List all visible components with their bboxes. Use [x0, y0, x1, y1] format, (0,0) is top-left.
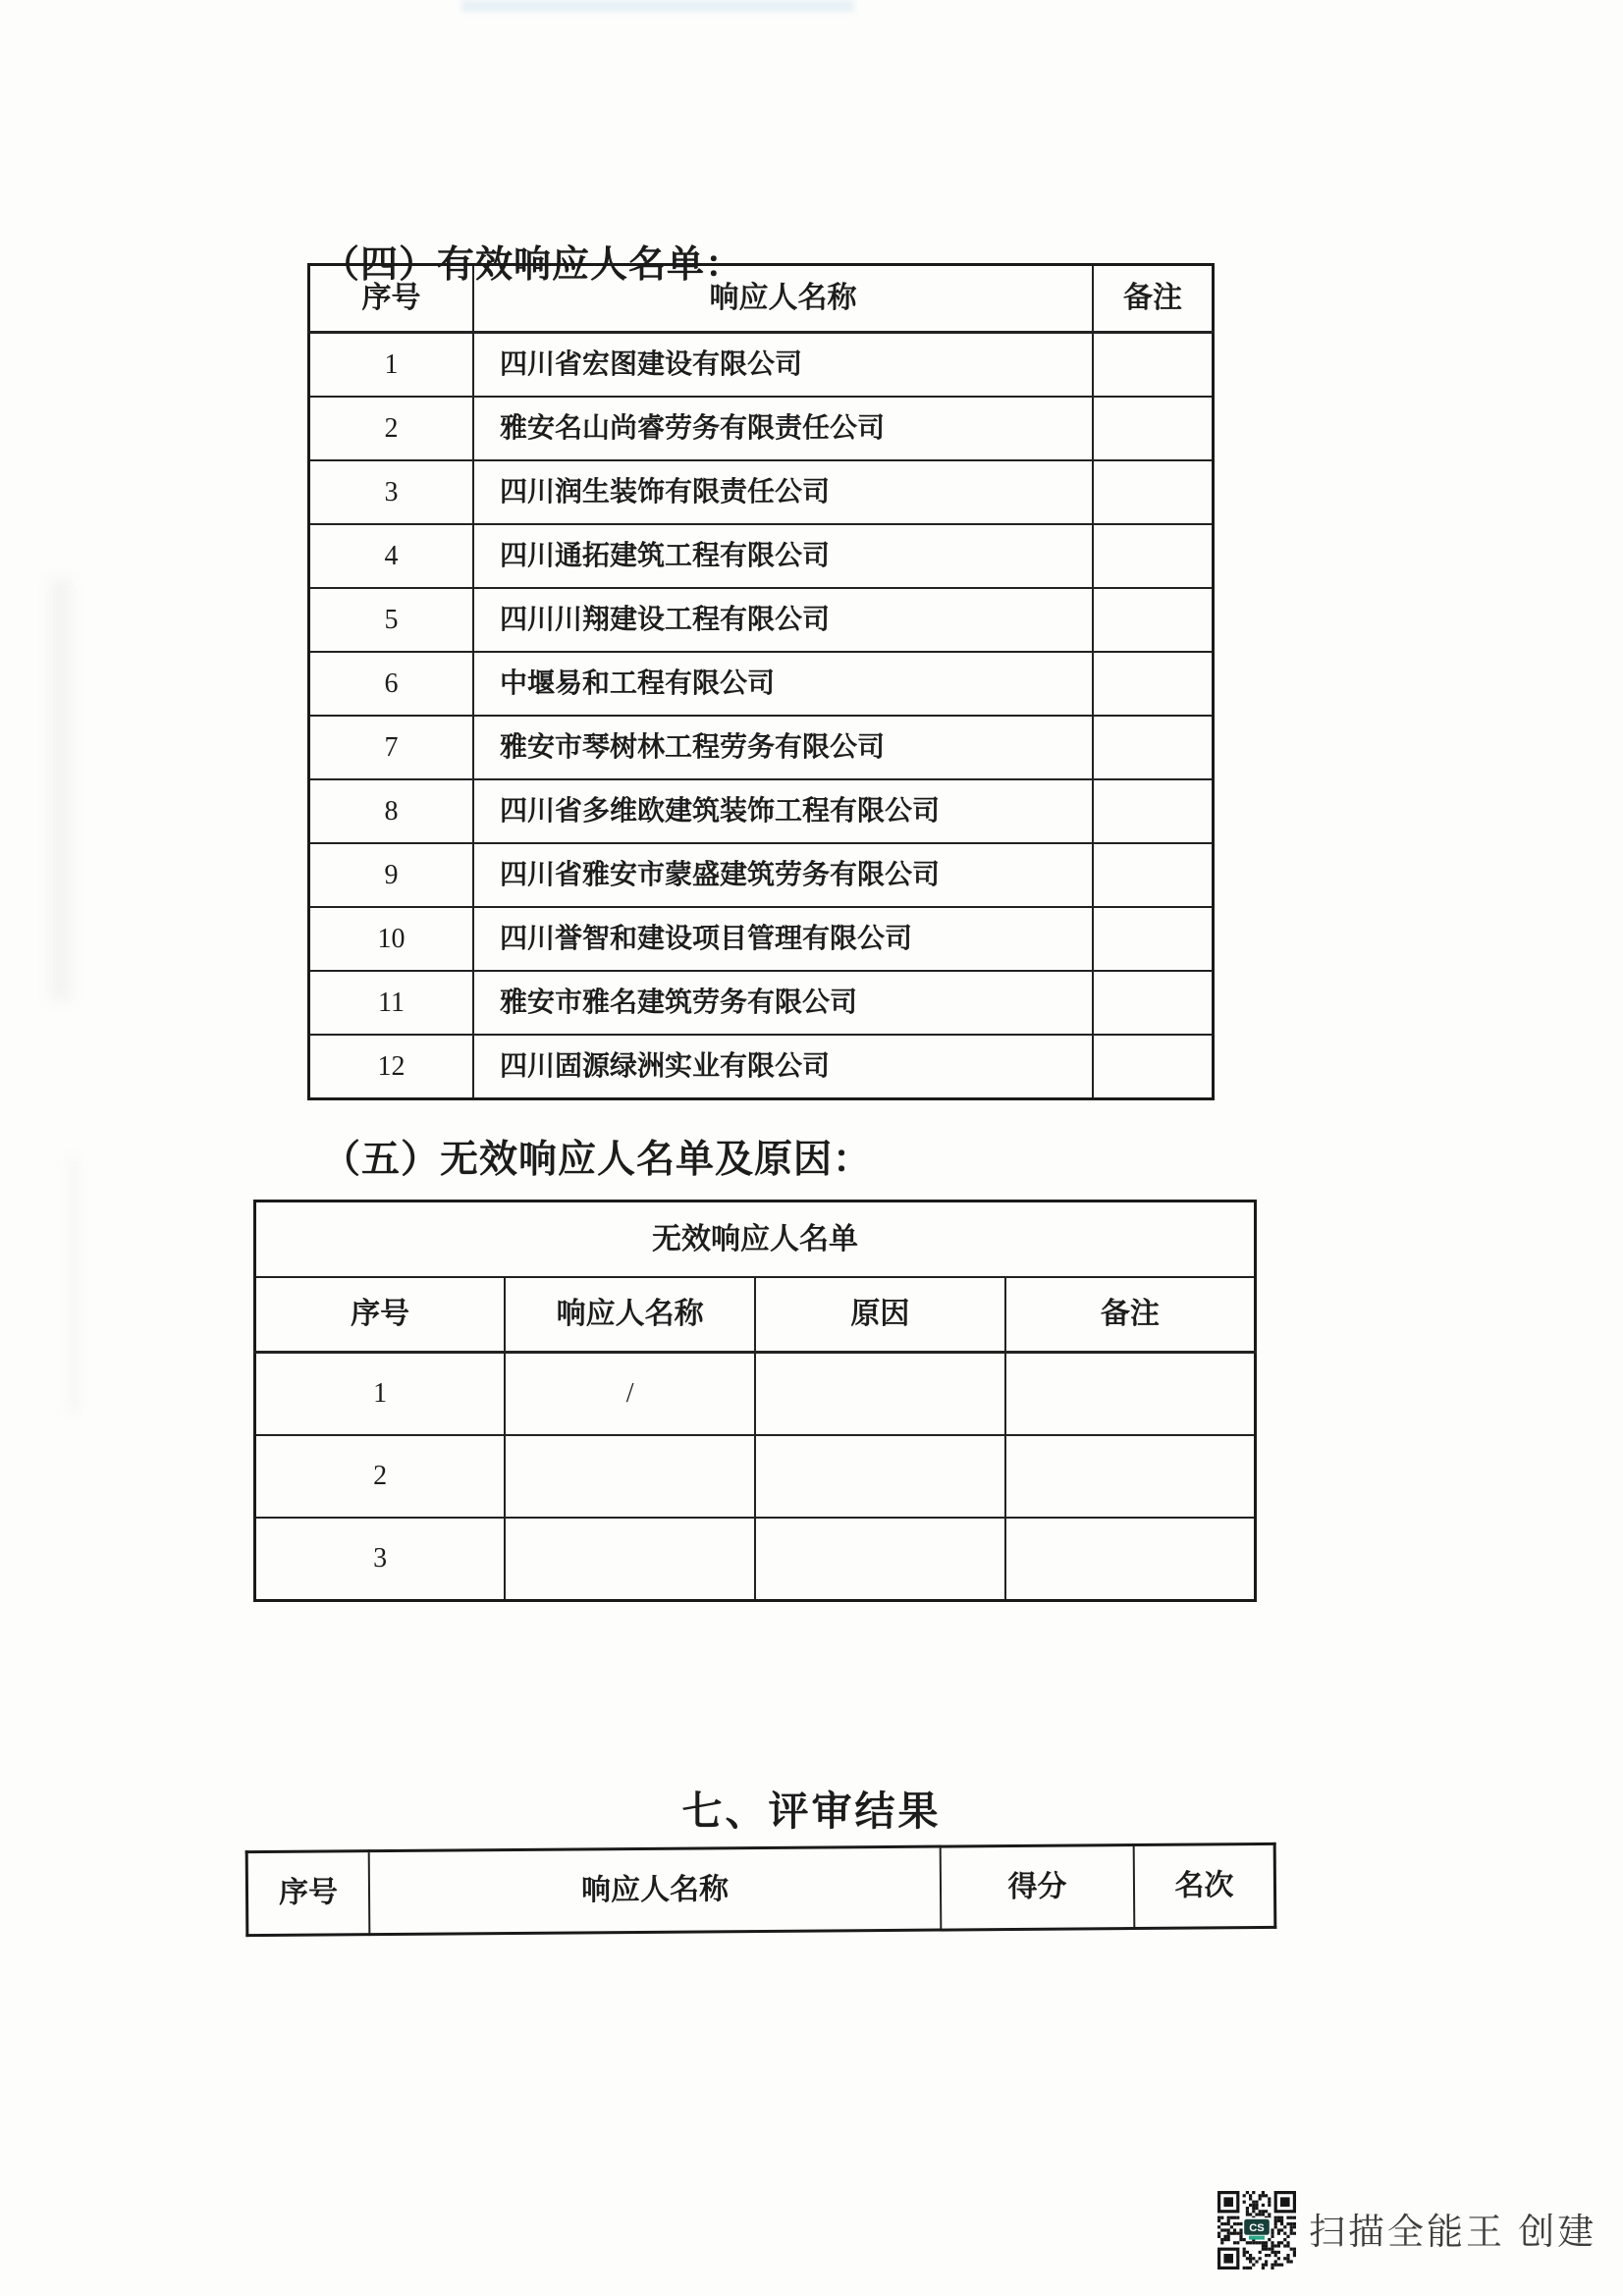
section5-heading: （五）无效响应人名单及原因：	[322, 1139, 873, 1181]
cell-remark	[1093, 843, 1214, 907]
cell-remark	[1093, 333, 1214, 398]
cell-remark	[1093, 907, 1214, 971]
cell-reason	[755, 1353, 1005, 1436]
table-row	[309, 779, 1214, 843]
cell-remark	[1005, 1435, 1256, 1518]
table-row	[309, 716, 1214, 779]
cell-remark	[1093, 652, 1214, 716]
table-row	[255, 1518, 1256, 1601]
cell-reason	[755, 1435, 1005, 1518]
cell-no: 5	[309, 588, 474, 652]
cell-no: 3	[309, 460, 474, 524]
cell-respondent-name: 四川誉智和建设项目管理有限公司	[473, 907, 1093, 971]
table-row	[309, 843, 1214, 907]
cell-respondent-name	[505, 1435, 755, 1518]
cell-no: 12	[309, 1035, 474, 1099]
valid-respondents-table	[307, 263, 1215, 1100]
cell-respondent-name: /	[505, 1353, 755, 1436]
table-row	[309, 460, 1214, 524]
result-table-header-row	[246, 1843, 1275, 1935]
cell-remark	[1093, 716, 1214, 779]
column-header-remark: 备注	[1005, 1277, 1256, 1353]
table-row	[255, 1435, 1256, 1518]
cell-remark	[1093, 588, 1214, 652]
table-row	[309, 907, 1214, 971]
cell-no: 4	[309, 524, 474, 588]
scan-artifact-top	[461, 0, 854, 12]
column-header-reason: 原因	[755, 1277, 1005, 1353]
invalid-table-header-row	[255, 1277, 1256, 1353]
cell-respondent-name: 四川省宏图建设有限公司	[473, 333, 1093, 398]
table-row	[309, 971, 1214, 1035]
cell-remark	[1005, 1518, 1256, 1601]
cell-no: 10	[309, 907, 474, 971]
column-header-no: 序号	[309, 265, 474, 333]
cell-remark	[1093, 971, 1214, 1035]
invalid-table-title-row	[255, 1201, 1256, 1278]
cell-reason	[755, 1518, 1005, 1601]
invalid-table-body	[255, 1353, 1256, 1601]
column-header-no: 序号	[246, 1851, 369, 1936]
cell-no: 2	[309, 397, 474, 460]
section7-heading: 七、评审结果	[681, 1789, 942, 1834]
cell-remark	[1005, 1353, 1256, 1436]
table-row	[309, 1035, 1214, 1099]
cell-remark	[1093, 524, 1214, 588]
column-header-no: 序号	[255, 1277, 506, 1353]
cell-remark	[1093, 460, 1214, 524]
table-row	[309, 524, 1214, 588]
cell-respondent-name: 四川省雅安市蒙盛建筑劳务有限公司	[473, 843, 1093, 907]
section4-heading: （四）有效响应人名单：	[322, 244, 744, 286]
scan-smudge-left	[51, 579, 71, 1001]
cell-respondent-name: 雅安市雅名建筑劳务有限公司	[473, 971, 1093, 1035]
cell-no: 11	[309, 971, 474, 1035]
cell-no: 9	[309, 843, 474, 907]
cell-respondent-name: 四川省多维欧建筑装饰工程有限公司	[473, 779, 1093, 843]
cell-respondent-name: 四川固源绿洲实业有限公司	[473, 1035, 1093, 1099]
cell-respondent-name: 中堰易和工程有限公司	[473, 652, 1093, 716]
column-header-rank: 名次	[1134, 1843, 1275, 1928]
column-header-remark: 备注	[1093, 265, 1214, 333]
cell-respondent-name: 雅安市琴树林工程劳务有限公司	[473, 716, 1093, 779]
column-header-score: 得分	[941, 1845, 1135, 1931]
cell-remark	[1093, 1035, 1214, 1099]
qr-code-icon	[1217, 2190, 1296, 2270]
cell-respondent-name: 四川川翔建设工程有限公司	[473, 588, 1093, 652]
cell-no: 2	[255, 1435, 506, 1518]
cell-no: 6	[309, 652, 474, 716]
cell-respondent-name: 雅安名山尚睿劳务有限责任公司	[473, 397, 1093, 460]
cell-remark	[1093, 779, 1214, 843]
table-row	[255, 1353, 1256, 1436]
column-header-name: 响应人名称	[473, 265, 1093, 333]
invalid-table-title: 无效响应人名单	[255, 1201, 1256, 1278]
table-row	[309, 397, 1214, 460]
svg-text:CS: CS	[1249, 2221, 1265, 2234]
cell-respondent-name: 四川通拓建筑工程有限公司	[473, 524, 1093, 588]
cell-no: 1	[309, 333, 474, 398]
table-row	[309, 652, 1214, 716]
scan-smudge-left-2	[69, 1158, 79, 1414]
valid-table-body	[309, 333, 1214, 1099]
cell-no: 1	[255, 1353, 506, 1436]
table-row	[309, 333, 1214, 398]
cell-respondent-name	[505, 1518, 755, 1601]
cell-no: 3	[255, 1518, 506, 1601]
evaluation-result-table	[245, 1842, 1277, 1937]
invalid-respondents-table	[253, 1200, 1257, 1602]
cell-remark	[1093, 397, 1214, 460]
table-row	[309, 588, 1214, 652]
column-header-name: 响应人名称	[505, 1277, 755, 1353]
cell-no: 7	[309, 716, 474, 779]
scanner-credit-label: 扫描全能王 创建	[1309, 2212, 1597, 2252]
cell-respondent-name: 四川润生装饰有限责任公司	[473, 460, 1093, 524]
cell-no: 8	[309, 779, 474, 843]
column-header-name: 响应人名称	[369, 1846, 942, 1935]
valid-table-header-row	[309, 265, 1214, 333]
